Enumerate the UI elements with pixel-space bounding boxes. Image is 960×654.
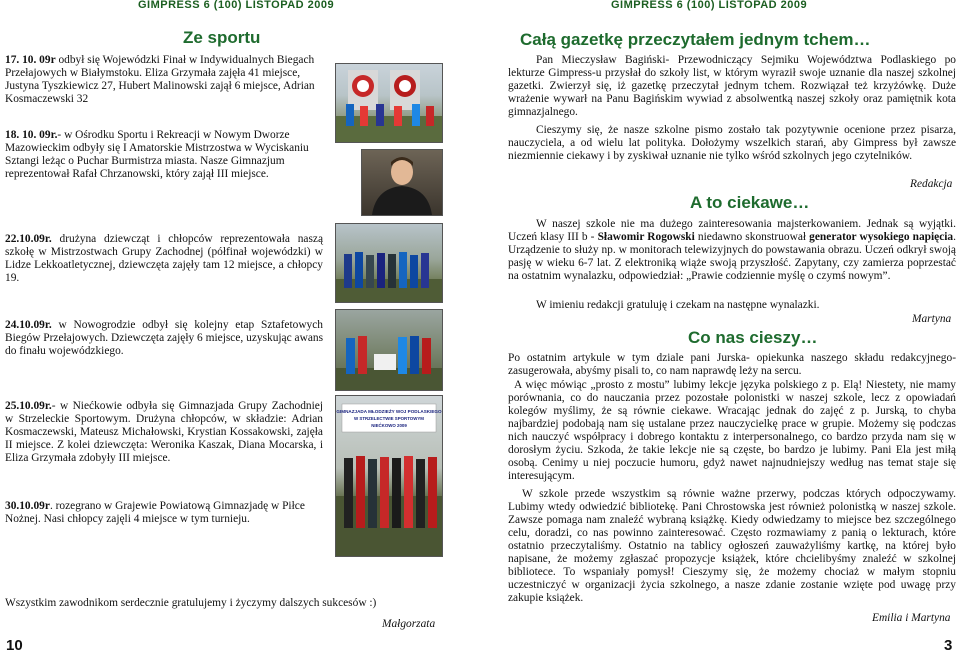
congratulations-text: Wszystkim zawodnikom serdecznie gratulujemy i życzymy dalszych sukcesów :) xyxy=(5,597,377,609)
article-2-paragraph-2: W imieniu redakcji gratuluję i czekam na następne wynalazki. xyxy=(536,299,820,311)
banner-line-1: GIMNAZJADA MŁODZIEŻY WOJ PODLASKIEGO xyxy=(336,409,442,414)
sport-paragraph-3 xyxy=(5,233,323,285)
sport-text: . rozegrano w Grajewie Powiatową Gimnazjadę w Piłce Nożnej. Nasi chłopcy zajęli 4 miejsce w tym turnieju. xyxy=(5,500,305,525)
relay-team-photo xyxy=(335,309,443,391)
sport-text: w Nowogrodzie odbył się kolejny etap Sztafetowych Biegów Przełajowych. Dziewczęta zajęły 6 miejsce, uzyskując awans do finału wojewódzkiego. xyxy=(5,319,323,357)
article-1-paragraph-1: Pan Mieczysław Bagiński- Przewodniczący Sejmiku Województwa Podlaskiego po lekturze Gimpress-u przysłał do szkoły list, w którym wyraził swoje uznanie dla naszej szkolnej gazetki. Zwierzył się, iż gazetkę przeczytał jednym tchem. Rozwiązał też krzyżówkę. Duże wrażenie wywarł na Panu Bagińskim wywiad z absolwentką naszej szkoły oraz pamiętnik kota gimnazjalnego. xyxy=(508,54,956,118)
article-3-paragraph-1: Po ostatnim artykule w tym dziale pani Jurska- opiekunka naszego składu redakcyjnego- zasugerowała, abyśmy pisali to, co nam naprawdę leży na sercu. xyxy=(508,352,956,377)
article-2-text: W naszej szkole nie ma dużego zainteresowania majsterkowaniem. Jednak są wyjątki. Uczeń klasy III b - xyxy=(508,218,956,243)
page-number-right: 3 xyxy=(944,637,953,654)
portrait-photo xyxy=(361,149,443,216)
author-signature: Małgorzata xyxy=(382,618,436,630)
sport-text: odbył się Wojewódzki Finał w Indywidualnych Biegach Przełajowych w Białymstoku. Eliza Grzymała zajęła 41 miejsce, Justyna Tyszkiewicz 27, Hubert Malinowski zajął 6 miejsce, Adrian Kosmaczewski 32 xyxy=(5,54,315,105)
sport-date: 25.10.09r. xyxy=(5,400,52,412)
sport-paragraph-2 xyxy=(5,129,336,181)
sport-paragraph-1 xyxy=(5,54,323,106)
sport-date: 22.10.09r. xyxy=(5,233,52,245)
sport-paragraph-6 xyxy=(5,500,323,526)
page-header-left: GIMPRESS 6 (100) LISTOPAD 2009 xyxy=(138,0,335,11)
sport-text: drużyna dziewcząt i chłopców reprezentowała naszą szkołę w Mistrzostwach Grupy Zachodnej (półfinał wojewódzki) w Lidze Lekkoatletycznej, dziewczęta zajęły tam 12 miejsce, a chłopcy 19. xyxy=(5,233,323,284)
page-number-left: 10 xyxy=(6,637,23,654)
sport-date: 17. 10. 09r xyxy=(5,54,56,66)
article-3-paragraph-2: A więc mówiąc „prosto z mostu” lubimy lekcje języka polskiego z p. Elą! Niestety, nie mamy porównania, co do nauczania przez pozostałe polonistki w naszej szkole, lecz z opowiadań kolegów myślimy, że są równie ciekawe. Wracając jednak do zajęć z p. Jurską, to chyba najbardziej podobają nam się ustalane przez nauczycielkę prace w grupie. Możemy się podczas nich nauczyć współpracy i dobrego kontaktu z interpersonalnego, co bardzo przyda nam się w dorosłym życiu. Szkoda, że takie lekcje nie są częste, bo bardzo je lubimy. Pani Ela jest miłą osobą. Cenimy u niej poczucie humoru, gdyż nawet najnudniejszy według nas temat staje się interesującym. xyxy=(508,379,956,482)
sport-paragraph-4 xyxy=(5,319,323,358)
invention-name: generator wysokiego napięcia xyxy=(809,231,954,243)
signature-emilia-martyna: Emilia i Martyna xyxy=(872,612,951,624)
athletics-team-photo xyxy=(335,223,443,303)
article-1-paragraph-2: Cieszymy się, że nasze szkolne pismo zostało tak pozytywnie ocenione przez pisarza, nauczyciela, a od wielu lat polityka. Dołożymy wszelkich starań, aby Gimpress był zawsze niezmiennie ciekawy i by zyskiwał uznanie nie tylko wśród szkolnych jego czytelników. xyxy=(508,124,956,162)
shooting-team-photo xyxy=(335,395,443,557)
sport-date: 30.10.09r xyxy=(5,500,50,512)
article-title-1: Całą gazetkę przeczytałem jednym tchem… xyxy=(520,30,871,49)
article-title-3: Co nas cieszy… xyxy=(688,328,818,347)
team-photo-trophies xyxy=(335,63,443,143)
student-name: Sławomir Rogowski xyxy=(597,231,695,243)
banner-line-3: NIEĆKOWO 2009 xyxy=(371,423,407,428)
article-2-paragraph-1 xyxy=(508,218,956,283)
page-header-right: GIMPRESS 6 (100) LISTOPAD 2009 xyxy=(611,0,808,11)
sport-text: - w Ośrodku Sportu i Rekreacji w Nowym Dworze Mazowieckim odbyły się I Amatorskie Mistrzostwa w Wyciskaniu Sztangi leżąc o Puchar Burmistrza miasta. Nasze Gimnazjum reprezentował Rafał Chrzanowski, który zajął III miejsce. xyxy=(5,129,309,180)
sport-text: - w Niećkowie odbyła się Gimnazjada Grupy Zachodniej w Strzeleckie Sportowym. Drużyna chłopców, w składzie: Adrian Kosmaczewski, Mateusz Michałowski, Krystian Kossakowski, zajęła II miejsce. Z kolei dziewczęta: Weronika Kaszak, Diana Mocarska, i Eliza Grzymała zdobyły III miejsce. xyxy=(5,400,323,464)
banner-line-2: W STRZELECTWIE SPORTOWYM xyxy=(354,416,424,421)
article-title-2: A to ciekawe… xyxy=(690,193,810,212)
article-3-paragraph-3: W szkole przede wszystkim są równie ważne przerwy, podczas których odpoczywamy. Lubimy wtedy odwiedzić bibliotekę. Pani Chrostowska jest również polonistką w naszej szkole. Zawsze pomaga nam znaleźć wybraną książkę. Kiedy odwiedzamy to miejsce bez szczególnego celu, doradzi, co nas powinno zainteresować. Często rozmawiamy z panią o lekturach, które ostatnio przeczytaliśmy. Ostatnio na tablicy ogłoszeń zauważyliśmy kartkę, na której było napisane, że możemy zgłaszać propozycje książek, które chcielibyśmy znaleźć w szkolnej bibliotece. To wspaniały pomysł! Cieszymy się, że możemy chociaż w małym stopniu uczestniczyć w organizacji życia szkolnego, a nasze zdanie zostanie wzięte pod uwagę przy zakupie książek. xyxy=(508,488,956,604)
sport-date: 24.10.09r. xyxy=(5,319,52,331)
article-2-text: niedawno skonstruował xyxy=(694,231,810,243)
article-2-text: . Urządzenie to służy np. w monitorach telewizyjnych do powstawania obrazu. Uczeń odkrył swoją pasję w wieku 6-7 lat. Z elektroniką wiąże swoją przyszłość. Zapytany, czy zamierza poprzestać na ostatnim wynalazku, odpowiedział: „Prawie codziennie myślę o czymś nowym”. xyxy=(508,231,956,282)
sport-paragraph-5 xyxy=(5,400,323,465)
sport-date: 18. 10. 09r. xyxy=(5,129,58,141)
signature-martyna: Martyna xyxy=(912,313,952,325)
signature-redakcja: Redakcja xyxy=(910,178,953,190)
section-title-sport: Ze sportu xyxy=(183,28,261,47)
